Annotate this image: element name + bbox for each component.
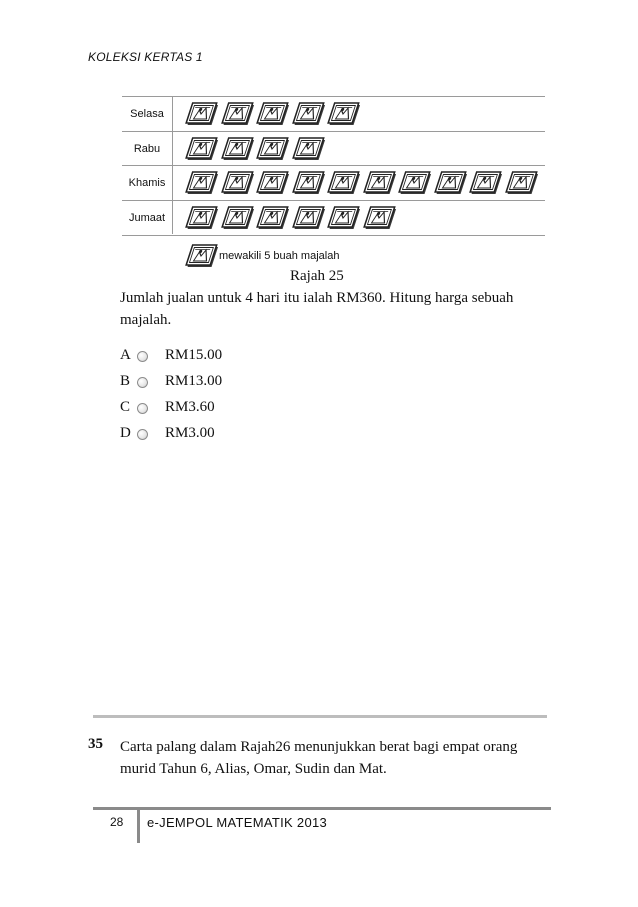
magazine-icon xyxy=(326,171,360,197)
magazine-icon xyxy=(326,102,360,128)
footer-title: e-JEMPOL MATEMATIK 2013 xyxy=(147,815,328,830)
row-label: Rabu xyxy=(133,142,161,155)
magazine-icon xyxy=(255,102,289,128)
magazine-icon xyxy=(184,137,218,163)
footer-rule xyxy=(93,807,551,810)
radio-button[interactable] xyxy=(137,429,148,440)
magazine-icon xyxy=(184,171,218,197)
figure-caption: Rajah 25 xyxy=(290,268,344,284)
pictograph-row xyxy=(122,200,545,237)
option-letter: B xyxy=(120,373,131,389)
radio-button[interactable] xyxy=(137,351,148,362)
pictograph-row xyxy=(122,96,545,132)
magazine-icon xyxy=(504,171,538,197)
page-header: KOLEKSI KERTAS 1 xyxy=(88,50,203,64)
magazine-icon xyxy=(291,206,325,232)
magazine-icon xyxy=(220,206,254,232)
magazine-icon xyxy=(433,171,467,197)
magazine-icon xyxy=(220,102,254,128)
magazine-icon xyxy=(255,206,289,232)
magazine-icon xyxy=(326,206,360,232)
magazine-icon xyxy=(220,137,254,163)
page-number: 28 xyxy=(110,815,124,829)
magazine-icon xyxy=(255,171,289,197)
footer-divider xyxy=(137,807,140,843)
row-label: Khamis xyxy=(128,177,166,190)
radio-button[interactable] xyxy=(137,403,148,414)
row-label: Jumaat xyxy=(128,211,166,224)
magazine-icon xyxy=(397,171,431,197)
pictograph-row xyxy=(122,165,545,201)
option-letter: D xyxy=(120,425,131,441)
pictograph-row xyxy=(122,131,545,167)
option-letter: A xyxy=(120,347,131,363)
magazine-icon xyxy=(184,244,218,270)
magazine-icon xyxy=(362,171,396,197)
magazine-icon xyxy=(468,171,502,197)
magazine-icon xyxy=(291,171,325,197)
magazine-icon xyxy=(220,171,254,197)
magazine-icon xyxy=(184,206,218,232)
magazine-icon xyxy=(291,102,325,128)
option-value: RM3.00 xyxy=(165,425,215,441)
section-divider xyxy=(93,715,547,718)
option-value: RM15.00 xyxy=(165,347,223,363)
radio-button[interactable] xyxy=(137,377,148,388)
magazine-icon xyxy=(362,206,396,232)
magazine-icon xyxy=(184,102,218,128)
question-number: 35 xyxy=(88,736,103,752)
pictograph xyxy=(122,96,545,234)
magazine-icon xyxy=(291,137,325,163)
row-label: Selasa xyxy=(130,108,164,121)
option-value: RM13.00 xyxy=(165,373,223,389)
option-value: RM3.60 xyxy=(165,399,215,415)
magazine-icon xyxy=(255,137,289,163)
key-text: mewakili 5 buah majalah xyxy=(219,250,340,262)
question-text: Jumlah jualan untuk 4 hari itu ialah RM360. Hitung harga sebuah majalah. xyxy=(120,290,514,328)
question-text: Carta palang dalam Rajah26 menunjukkan berat bagi empat orang murid Tahun 6, Alias, Omar, Sudin dan Mat. xyxy=(120,739,518,777)
option-letter: C xyxy=(120,399,131,415)
